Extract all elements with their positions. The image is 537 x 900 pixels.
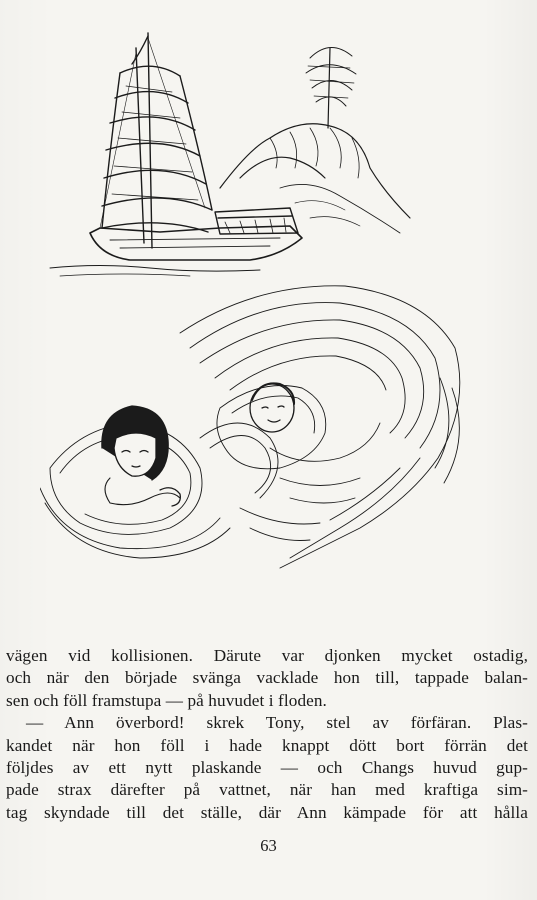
hills-drawing — [220, 47, 410, 233]
swirling-water-drawing — [40, 286, 460, 568]
text-line: tag skyndade till det ställe, där Ann kämpade för att hålla — [6, 802, 528, 822]
text-line: vägen vid kollisionen. Därute var djonken mycket ostadig, — [6, 646, 528, 665]
text-line: kandet när hon föll i hade knappt dött bort förrän det — [6, 735, 528, 755]
boy-figure — [250, 383, 294, 432]
page-number: 63 — [260, 836, 277, 855]
text-line: — Ann överbord! skrek Tony, stel av förfäran. Plas- — [26, 713, 528, 733]
text-line: följdes av ett nytt plaskande — och Changs huvud gup- — [6, 758, 528, 778]
girl-figure — [102, 406, 180, 506]
text-line: och när den började svänga vacklade hon till, tappade balan- — [6, 668, 528, 688]
text-line: pade strax därefter på vattnet, när han med kraftiga sim- — [6, 780, 528, 800]
junk-boat-drawing — [50, 33, 302, 276]
body-text — [6, 645, 528, 824]
text-line: sen och föll framstupa — på huvudet i floden. — [6, 690, 327, 710]
ink-illustration — [40, 28, 510, 628]
